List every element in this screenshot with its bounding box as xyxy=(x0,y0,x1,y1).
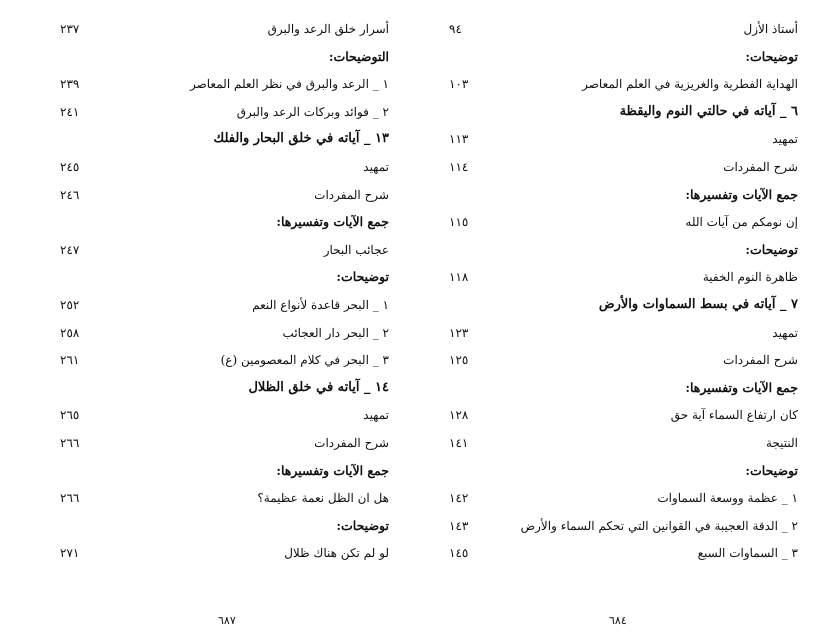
toc-entry-title: توضيحات: xyxy=(336,269,389,285)
toc-entry-title: شرح المفردات xyxy=(723,353,798,368)
toc-entry-page-number: ١١٨ xyxy=(449,270,469,285)
toc-entry-page-number: ٢٣٩ xyxy=(60,77,80,92)
toc-entry-page-number: ٢٣٧ xyxy=(60,22,80,36)
toc-entry-page-number: ٢٦٥ xyxy=(60,408,80,423)
toc-entry-title: النتيجة xyxy=(765,436,798,450)
toc-section-heading xyxy=(419,236,838,264)
toc-entry-title: توضيحات: xyxy=(745,462,798,478)
toc-entry xyxy=(0,539,419,567)
toc-section-heading xyxy=(419,457,838,485)
toc-entry-title: أسرار خلق الرعد والبرق xyxy=(267,22,389,36)
toc-entry-title: لو لم تكن هناك ظلال xyxy=(284,546,389,561)
toc-entry-title: ٦ _ آياته في حالتي النوم واليقظة xyxy=(619,103,798,119)
toc-entry xyxy=(0,319,419,347)
toc-entry-page-number: ٢٤٥ xyxy=(60,160,80,174)
toc-chapter-heading xyxy=(0,374,419,402)
toc-chapter-heading xyxy=(419,98,838,126)
toc-entry-page-number: ١٤٢ xyxy=(449,491,469,506)
toc-entry-title: جمع الآيات وتفسيرها: xyxy=(685,186,798,202)
toc-entry-title: ١٣ _ آياته في خلق البحار والفلك xyxy=(213,131,389,147)
toc-entry xyxy=(0,484,419,512)
toc-entry-title: ١ _ البحر قاعدة لأنواع النعم xyxy=(252,298,389,312)
toc-entry-title: إن نومكم من آيات الله xyxy=(685,215,798,230)
toc-entry-page-number: ٩٤ xyxy=(449,22,462,36)
toc-entry xyxy=(0,429,419,457)
toc-entry xyxy=(419,125,838,153)
toc-section-heading xyxy=(0,43,419,71)
toc-entry-title: تمهيد xyxy=(772,132,798,147)
toc-entry-title: شرح المفردات xyxy=(723,160,798,174)
toc-entry-title: أستاذ الأزل xyxy=(743,22,798,36)
toc-section-heading xyxy=(0,208,419,236)
toc-entry-title: كان ارتفاع السماء آية حق xyxy=(670,408,798,423)
toc-entry-page-number: ١٤٣ xyxy=(449,518,469,533)
toc-entry xyxy=(0,98,419,126)
toc-entry-page-number: ٢٤٦ xyxy=(60,187,80,202)
toc-entry-page-number: ١٢٨ xyxy=(449,408,469,423)
toc-section-heading xyxy=(419,181,838,209)
toc-entry-page-number: ١١٤ xyxy=(449,160,469,174)
toc-entry xyxy=(419,319,838,347)
toc-entry-page-number: ١٢٥ xyxy=(449,353,469,368)
toc-entry-title: ١ _ الرعد والبرق في نظر العلم المعاصر xyxy=(189,77,389,92)
toc-entry xyxy=(419,263,838,291)
right-page xyxy=(419,0,838,639)
toc-entry xyxy=(419,15,838,43)
toc-entry-title: توضيحات: xyxy=(745,48,798,64)
toc-entry-title: جمع الآيات وتفسيرها: xyxy=(276,462,389,478)
toc-entry-title: ٢ _ الدقة العجيبة في القوانين التي تحكم السماء والأرض xyxy=(520,518,798,533)
toc-entry-page-number: ٢٤٧ xyxy=(60,242,80,257)
toc-entry-title: تمهيد xyxy=(363,408,389,423)
toc-entry-page-number: ٢٥٨ xyxy=(60,325,80,340)
toc-entry-page-number: ١١٣ xyxy=(449,132,469,147)
toc-entry xyxy=(0,346,419,374)
page-number: ٦٨٧ xyxy=(218,614,236,627)
toc-entry xyxy=(0,70,419,98)
toc-entry-title: ٣ _ البحر في كلام المعصومين (ع) xyxy=(220,353,389,368)
toc-entry-title: ٢ _ فوائد وبركات الرعد والبرق xyxy=(236,104,389,119)
toc-entry xyxy=(0,401,419,429)
toc-entry-page-number: ٢٥٢ xyxy=(60,298,80,312)
toc-section-heading xyxy=(419,374,838,402)
toc-entry xyxy=(419,153,838,181)
toc-entry-title: ١٤ _ آياته في خلق الظلال xyxy=(248,379,389,395)
toc-entry xyxy=(419,208,838,236)
toc-section-heading xyxy=(0,263,419,291)
toc-entry xyxy=(419,401,838,429)
toc-entry xyxy=(0,236,419,264)
toc-entry-title: تمهيد xyxy=(363,160,389,174)
toc-entry-page-number: ٢٦٦ xyxy=(60,436,80,450)
toc-section-heading xyxy=(419,43,838,71)
toc-entry-page-number: ١١٥ xyxy=(449,215,469,230)
toc-entry xyxy=(0,153,419,181)
toc-entry-page-number: ١٠٣ xyxy=(449,77,469,92)
toc-entry xyxy=(0,291,419,319)
toc-entry-title: توضيحات: xyxy=(336,517,389,533)
toc-entry-title: ٧ _ آياته في بسط السماوات والأرض xyxy=(598,297,798,312)
page-number: ٦٨٤ xyxy=(609,614,627,627)
toc-entry-title: جمع الآيات وتفسيرها: xyxy=(685,379,798,395)
toc-entry xyxy=(419,70,838,98)
toc-chapter-heading xyxy=(419,291,838,319)
toc-entry xyxy=(419,484,838,512)
toc-entry-title: توضيحات: xyxy=(745,241,798,257)
toc-entry-title: تمهيد xyxy=(772,325,798,340)
toc-entry xyxy=(419,346,838,374)
toc-entry xyxy=(419,429,838,457)
toc-entry-title: هل ان الظل نعمة عظيمة؟ xyxy=(257,491,389,506)
toc-entry-page-number: ٢٤١ xyxy=(60,104,80,119)
toc-entry-title: التوضيحات: xyxy=(328,48,389,64)
toc-entry-page-number: ١٤٥ xyxy=(449,546,469,561)
toc-entry-title: الهداية الفطرية والغريزية في العلم المعاصر xyxy=(582,77,798,92)
toc-entry-page-number: ١٤١ xyxy=(449,436,469,450)
toc-entry-page-number: ١٢٣ xyxy=(449,325,469,340)
toc-entry-title: جمع الآيات وتفسيرها: xyxy=(276,214,389,230)
toc-entry xyxy=(0,15,419,43)
toc-entry-title: ٣ _ السماوات السبع xyxy=(697,546,798,561)
toc-section-heading xyxy=(0,512,419,540)
toc-entry-page-number: ٢٦١ xyxy=(60,353,80,368)
toc-entry xyxy=(419,512,838,540)
toc-chapter-heading xyxy=(0,125,419,153)
toc-entry-page-number: ٢٧١ xyxy=(60,546,80,561)
toc-entry-title: عجائب البحار xyxy=(323,242,389,257)
toc-entry xyxy=(0,181,419,209)
toc-entry-title: ١ _ عظمة ووسعة السماوات xyxy=(657,491,798,506)
toc-entry-title: شرح المفردات xyxy=(314,187,389,202)
toc-entry-title: ظاهرة النوم الخفية xyxy=(702,270,798,285)
toc-entry-title: شرح المفردات xyxy=(314,436,389,450)
toc-entry-title: ٢ _ البحر دار العجائب xyxy=(282,325,389,340)
toc-entry xyxy=(419,539,838,567)
toc-section-heading xyxy=(0,457,419,485)
toc-entry-page-number: ٢٦٦ xyxy=(60,491,80,506)
